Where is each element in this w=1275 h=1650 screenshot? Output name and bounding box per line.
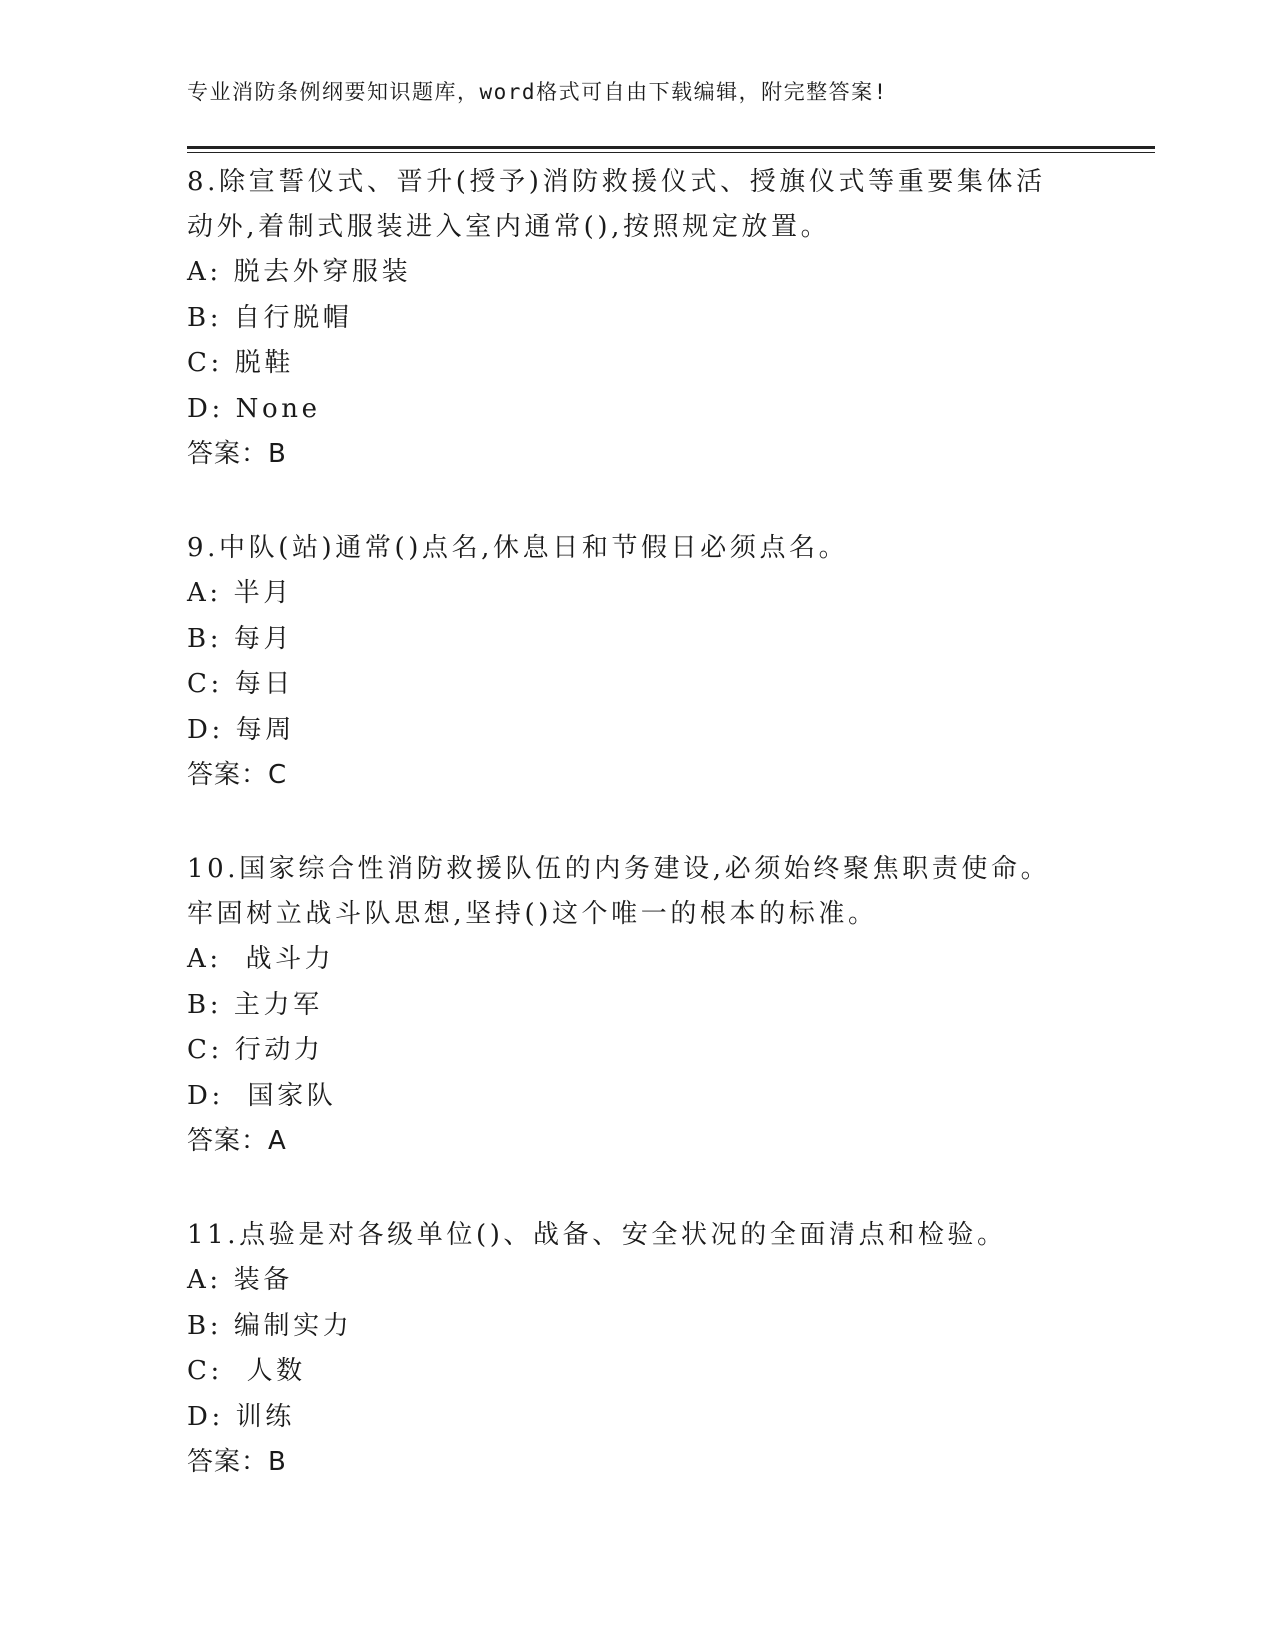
option-c: C: 人数 xyxy=(187,1356,306,1386)
option-d: D: None xyxy=(187,393,321,424)
option-d: D: 国家队 xyxy=(187,1080,337,1111)
answer-line: 答案：B xyxy=(187,1447,287,1477)
option-a: A: 战斗力 xyxy=(187,944,335,974)
page-header: 专业消防条例纲要知识题库，word格式可自由下载编辑，附完整答案! xyxy=(187,80,888,104)
answer-line: 答案：B xyxy=(187,439,287,469)
question-stem: 8.除宣誓仪式、晋升(授予)消防救援仪式、授旗仪式等重要集体活动外,着制式服装进入室内通常(),按照规定放置。 xyxy=(187,167,1046,242)
question-8 xyxy=(187,160,1067,477)
question-9 xyxy=(187,526,1067,798)
option-d: D: 每周 xyxy=(187,714,295,745)
option-a: A: 半月 xyxy=(187,578,293,608)
header-rule-thick xyxy=(187,146,1155,149)
option-c: C: 每日 xyxy=(187,669,294,699)
answer-line: 答案：C xyxy=(187,760,288,790)
question-stem: 11.点验是对各级单位()、战备、安全状况的全面清点和检验。 xyxy=(187,1220,1007,1250)
question-stem: 10.国家综合性消防救援队伍的内务建设,必须始终聚焦职责使命。牢固树立战斗队思想,坚持()这个唯一的根本的标准。 xyxy=(187,854,1051,929)
option-c: C: 行动力 xyxy=(187,1035,324,1065)
question-list xyxy=(187,160,1067,1534)
option-a: A: 装备 xyxy=(187,1265,293,1295)
option-b: B: 编制实力 xyxy=(187,1310,353,1341)
option-b: B: 自行脱帽 xyxy=(187,302,353,333)
question-11 xyxy=(187,1213,1067,1485)
answer-line: 答案：A xyxy=(187,1126,287,1156)
header-rule-thin xyxy=(187,152,1155,153)
option-b: B: 每月 xyxy=(187,623,294,654)
option-a: A: 脱去外穿服装 xyxy=(187,257,412,287)
option-b: B: 主力军 xyxy=(187,989,323,1020)
question-stem: 9.中队(站)通常()点名,休息日和节假日必须点名。 xyxy=(187,533,849,563)
option-c: C: 脱鞋 xyxy=(187,348,294,378)
question-10 xyxy=(187,847,1067,1164)
option-d: D: 训练 xyxy=(187,1401,295,1432)
